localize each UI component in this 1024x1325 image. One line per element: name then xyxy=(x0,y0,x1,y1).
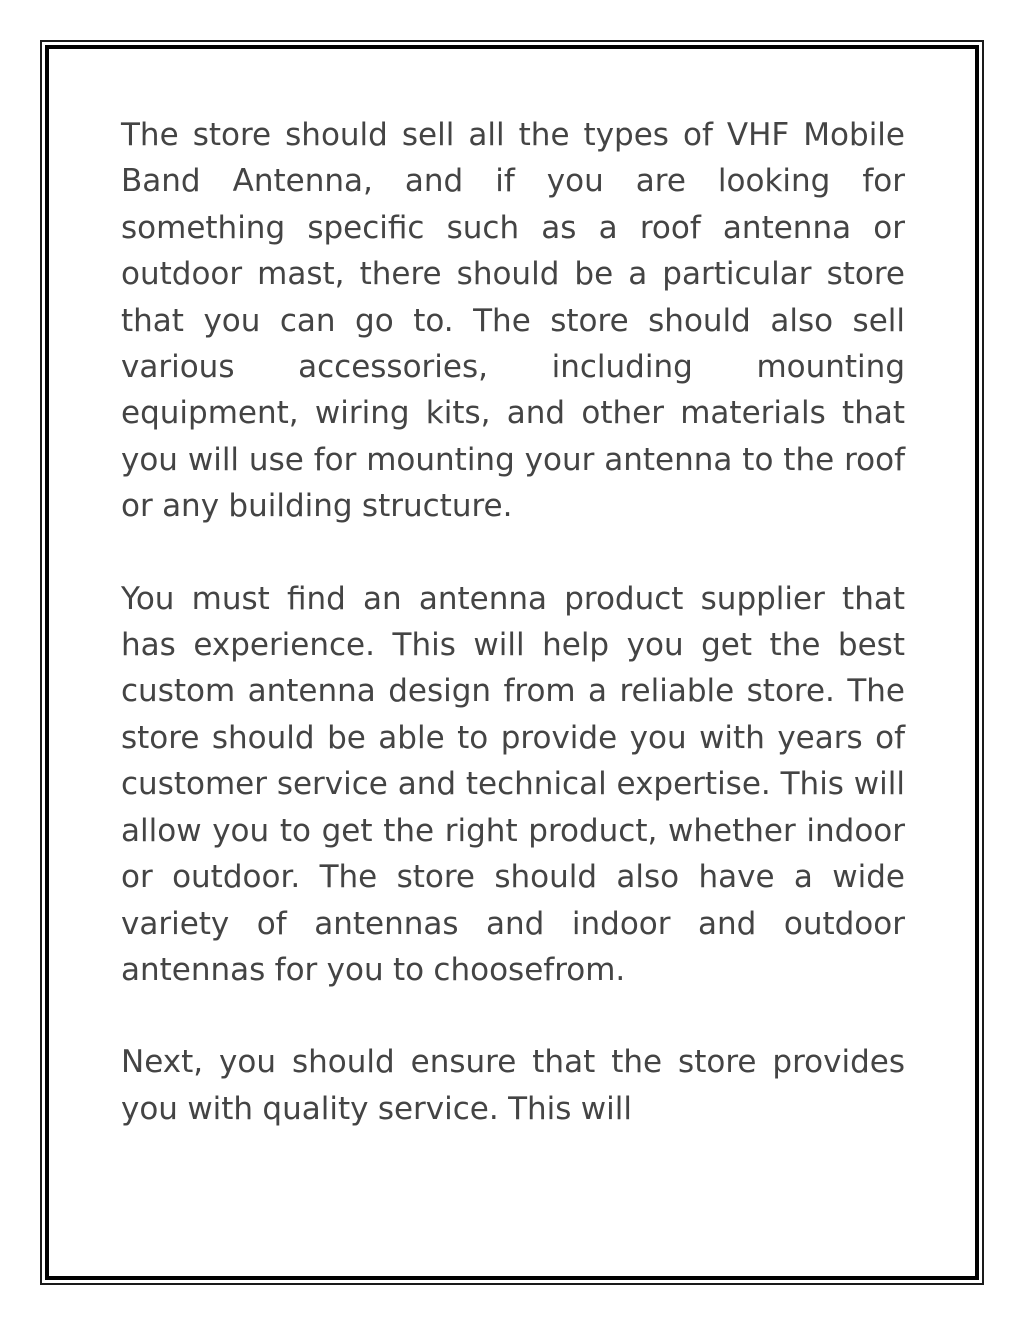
document-body xyxy=(121,112,905,1132)
paragraph-2: You must find an antenna product supplier that has experience. This will help you get the best custom antenna design from a reliable store. The store should be able to provide you with years of customer service and technical expertise. This will allow you to get the right product, whether indoor or outdoor. The store should also have a wide variety of antennas and indoor and outdoor antennas for you to choosefrom. xyxy=(121,580,905,988)
paragraph-3: Next, you should ensure that the store provides you with quality service. This will xyxy=(121,1044,905,1127)
paragraph-1: The store should sell all the types of VHF Mobile Band Antenna, and if you are looking for something specific such as a roof antenna or outdoor mast, there should be a particular store that you can go to. The store should also sell various accessories, including mounting equipment, wiring kits, and other materials that you will use for mounting your antenna to the roof or any building structure. xyxy=(121,117,905,525)
